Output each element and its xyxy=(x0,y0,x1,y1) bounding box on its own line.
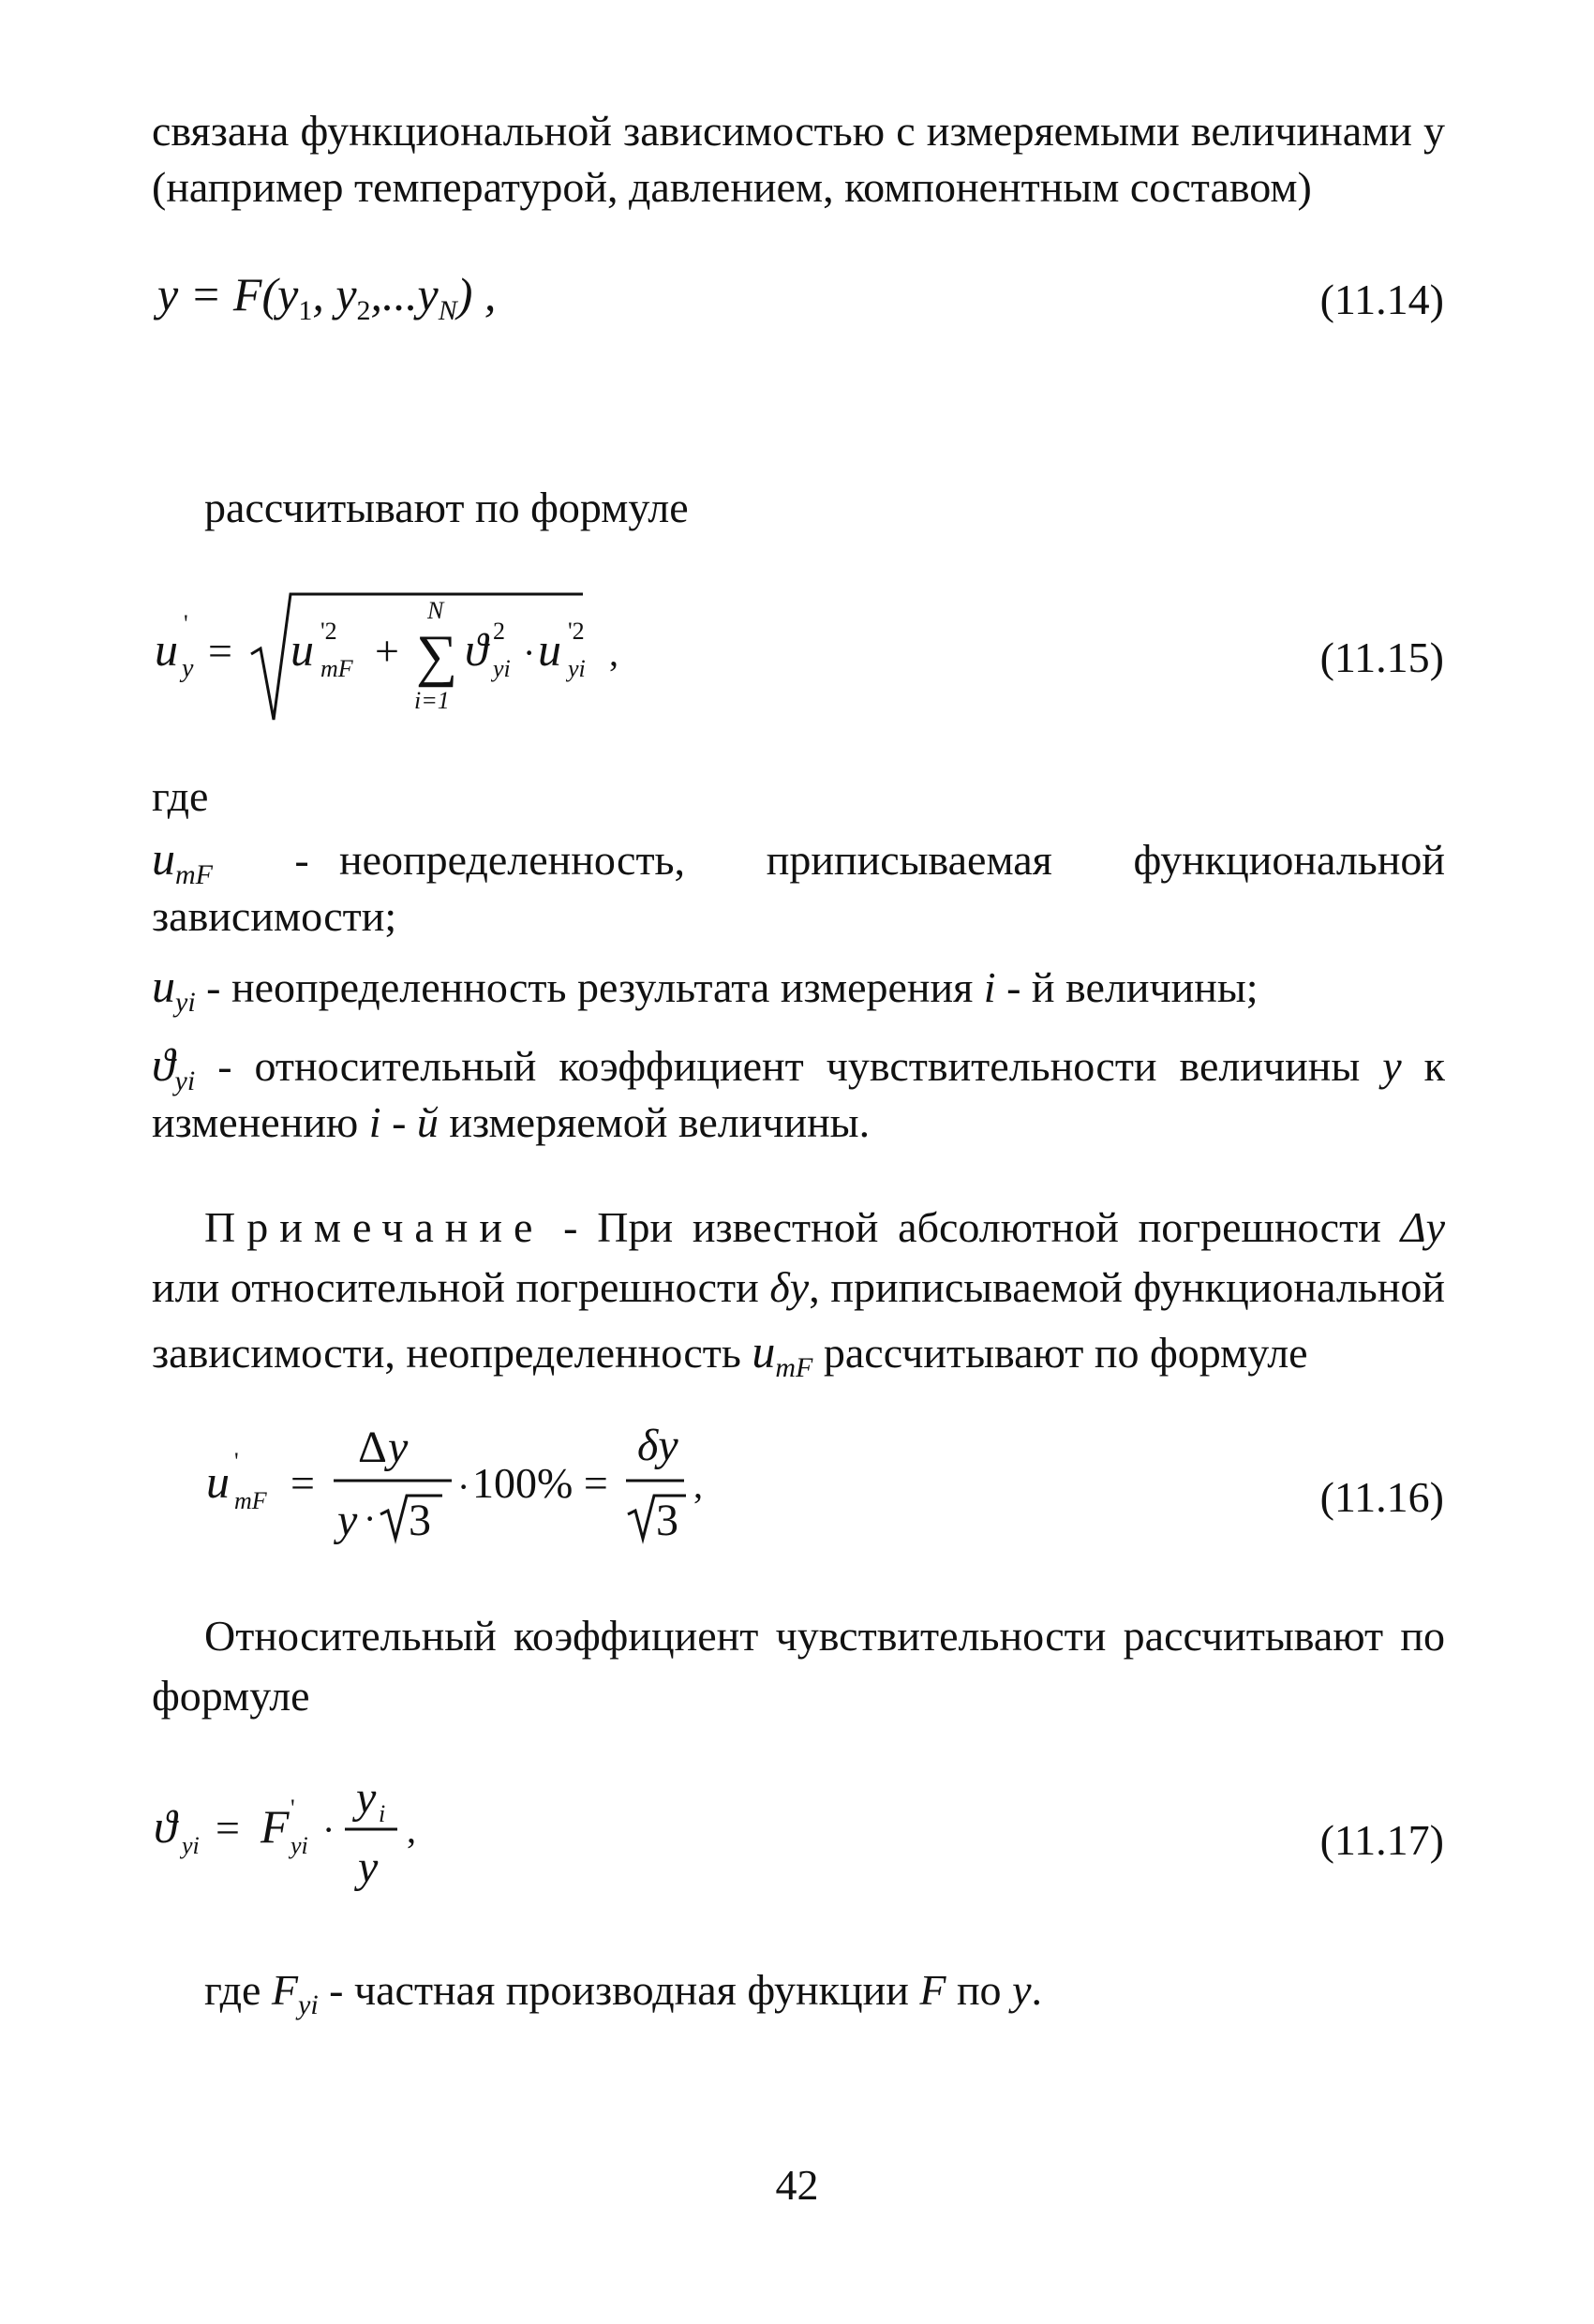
paragraph-3-line-2: формуле xyxy=(152,1672,310,1720)
svg-text:ϑ: ϑ xyxy=(465,623,488,676)
svg-text:': ' xyxy=(234,1448,239,1475)
svg-text:y: y xyxy=(182,654,194,683)
svg-text:y: y xyxy=(337,1496,358,1545)
equation-11-15-graphic xyxy=(150,572,675,731)
svg-text:u: u xyxy=(538,623,561,676)
note-line-3: зависимости, неопределенность $u_{mF}$ рассчитывают по формуле xyxy=(152,1325,1308,1383)
svg-text:·: · xyxy=(523,632,536,674)
svg-text:': ' xyxy=(184,610,188,637)
paragraph-3-line-1: Относительный коэффициент чувствительности рассчитывают по xyxy=(204,1612,1445,1660)
svg-text:Δ: Δ xyxy=(358,1423,387,1472)
symbol-theta-yi: $ϑ_{yi}$ xyxy=(152,1038,196,1096)
svg-text:·: · xyxy=(457,1466,470,1508)
svg-text:u: u xyxy=(206,1455,230,1508)
equation-11-16 xyxy=(197,1406,759,1565)
equation-number-11-17: (11.17) xyxy=(1319,1816,1444,1864)
svg-text:yi: yi xyxy=(493,655,511,682)
symbol-F-yi: $F_{yi}$ xyxy=(271,1966,319,2020)
symbol-u-yi: $u_{yi}$ xyxy=(152,960,196,1018)
svg-text:,: , xyxy=(693,1464,703,1506)
svg-text:u: u xyxy=(290,623,314,676)
svg-text:y: y xyxy=(358,1842,379,1892)
equation-number-11-16: (11.16) xyxy=(1319,1473,1444,1521)
paragraph-1-line-1: связана функциональной зависимостью с измеряемыми величинами у xyxy=(152,107,1445,155)
svg-text:u: u xyxy=(155,623,178,676)
equation-11-15 xyxy=(150,572,675,731)
svg-text:3: 3 xyxy=(409,1496,431,1545)
svg-text:=: = xyxy=(290,1459,315,1507)
where-label: где xyxy=(152,772,209,820)
svg-text:'2: '2 xyxy=(320,618,337,645)
svg-text:,: , xyxy=(609,632,618,674)
svg-text:': ' xyxy=(290,1795,295,1822)
equation-11-14: $y = F(y_1$, $y_2,...y_N$) , xyxy=(157,268,497,326)
note-line-1: Примечание - При известной абсолютной погрешности Δy xyxy=(204,1203,1445,1251)
page-number: 42 xyxy=(775,2161,819,2209)
svg-text:=: = xyxy=(208,627,232,675)
note-line-2: или относительной погрешности δy, приписываемой функциональной xyxy=(152,1263,1445,1311)
svg-text:yi: yi xyxy=(568,655,586,682)
svg-text:·: · xyxy=(322,1809,335,1851)
svg-text:yi: yi xyxy=(182,1832,200,1859)
svg-text:∑: ∑ xyxy=(416,624,458,688)
svg-text:N: N xyxy=(427,597,444,624)
svg-text:y: y xyxy=(356,1773,377,1823)
svg-text:=: = xyxy=(216,1804,240,1852)
definition-theta-yi-continuation: изменению i - й измеряемой величины. xyxy=(152,1098,871,1146)
svg-text:yi: yi xyxy=(290,1832,308,1859)
equation-number-11-14: (11.14) xyxy=(1319,276,1444,323)
svg-text:F: F xyxy=(261,1800,290,1853)
equation-11-16-graphic xyxy=(197,1406,759,1565)
svg-text:100% =: 100% = xyxy=(472,1459,608,1507)
svg-text:mF: mF xyxy=(234,1487,267,1514)
note-label: Примечание xyxy=(204,1203,544,1251)
svg-text:'2: '2 xyxy=(568,618,585,645)
final-definition: где $F_{yi}$ - частная производная функции F по y. xyxy=(204,1966,1042,2020)
svg-text:,: , xyxy=(407,1809,416,1851)
paragraph-2: рассчитывают по формуле xyxy=(204,484,689,531)
equation-number-11-15: (11.15) xyxy=(1319,633,1444,681)
svg-text:i: i xyxy=(379,1800,386,1827)
svg-text:3: 3 xyxy=(656,1496,678,1545)
equation-11-17-graphic xyxy=(150,1762,487,1912)
svg-text:y: y xyxy=(388,1423,409,1472)
definition-u-mF-text: неопределенность, приписываемая функциональной xyxy=(339,836,1445,884)
definition-theta-yi: $ϑ_{yi}$ - относительный коэффициент чувствительности величины y к xyxy=(152,1038,1445,1096)
svg-text:i=1: i=1 xyxy=(414,687,450,714)
svg-text:mF: mF xyxy=(320,655,353,682)
symbol-u-mF: $u_{mF}$ xyxy=(152,832,213,890)
equation-11-17 xyxy=(150,1762,487,1912)
definition-u-mF: $u_{mF}$ - неопределенность, приписываемая функциональной xyxy=(152,828,1445,889)
svg-text:δy: δy xyxy=(637,1421,678,1470)
svg-text:+: + xyxy=(375,627,399,675)
paragraph-1-line-2: (например температурой, давлением, компонентным составом) xyxy=(152,163,1312,211)
svg-text:2: 2 xyxy=(493,618,505,645)
svg-text:·: · xyxy=(364,1497,377,1540)
svg-text:ϑ: ϑ xyxy=(154,1800,177,1853)
definition-u-yi: $u_{yi}$ - неопределенность результата измерения i - й величины; xyxy=(152,960,1259,1018)
definition-u-mF-continuation: зависимости; xyxy=(152,892,397,940)
